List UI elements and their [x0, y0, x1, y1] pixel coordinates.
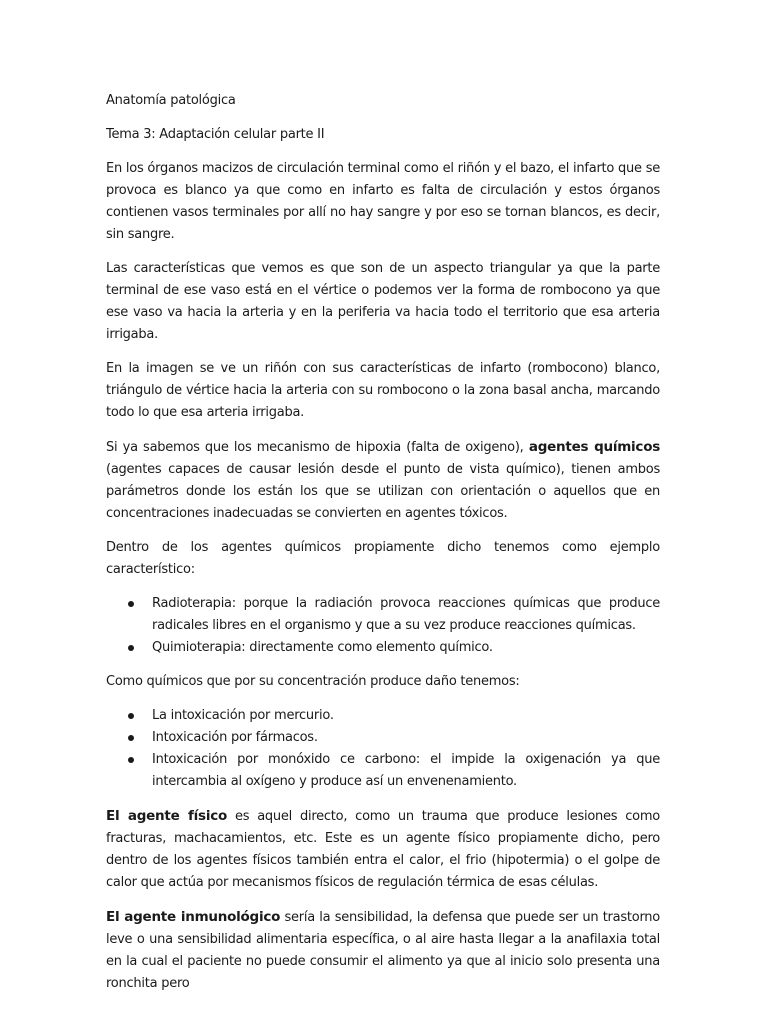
paragraph-text: (agentes capaces de causar lesión desde el punto de vista químico), tienen ambos parámetros donde los están los que se utilizan con orientación o aquellos que en concentraciones inadecuadas se convierten en agentes tóxicos.: [106, 462, 660, 521]
list-item: [106, 749, 660, 793]
bullet-list-intoxicaciones: [106, 705, 660, 793]
document-title: Anatomía patológica: [106, 93, 236, 108]
bold-term-agente-fisico: El agente físico: [106, 808, 227, 824]
bold-term-agente-inmunologico: El agente inmunológico: [106, 909, 281, 925]
paragraph-text: Si ya sabemos que los mecanismo de hipoxia (falta de oxigeno),: [106, 440, 529, 455]
paragraph-caracteristicas: Las características que vemos es que son de un aspecto triangular ya que la parte terminal de ese vaso está en el vértice o podemos ver la forma de rombocono ya que ese vaso va hacia la arteria y en la periferia va hacia todo el territorio que esa arteria irrigaba.: [106, 261, 660, 342]
list-item-text: Intoxicación por monóxido ce carbono: el impide la oxigenación ya que intercambia al oxígeno y produce así un envenenamiento.: [152, 752, 660, 789]
bullet-icon: [128, 645, 134, 651]
bullet-icon: [128, 735, 134, 741]
list-item-text: Quimioterapia: directamente como elemento químico.: [152, 640, 493, 655]
bullet-icon: [128, 713, 134, 719]
paragraph-infarto-blanco: En los órganos macizos de circulación terminal como el riñón y el bazo, el infarto que se provoca es blanco ya que como en infarto es falta de circulación y estos órganos contienen vasos terminales por allí no hay sangre y por eso se tornan blancos, es decir, sin sangre.: [106, 161, 660, 242]
document-subtitle: Tema 3: Adaptación celular parte II: [106, 127, 325, 142]
bullet-icon: [128, 757, 134, 763]
paragraph-text: sería la sensibilidad, la defensa que puede ser un trastorno leve o una sensibilidad alimentaria específica, o al aire hasta llegar a la anafilaxia total en la cual el paciente no puede consumir el alimento ya que al inicio solo presenta una ronchita pero: [106, 910, 661, 991]
list-item-text: La intoxicación por mercurio.: [152, 708, 334, 723]
bullet-list-agentes-quimicos: [106, 593, 660, 659]
bullet-icon: [128, 601, 134, 607]
list-item: [106, 727, 660, 749]
paragraph-ejemplos-intro: Dentro de los agentes químicos propiamente dicho tenemos como ejemplo característico:: [106, 540, 660, 577]
list-item: [106, 593, 660, 637]
document-page: [106, 90, 660, 1007]
paragraph-text: es aquel directo, como un trauma que produce lesiones como fracturas, machacamientos, etc. Este es un agente físico propiamente dicho, pero dentro de los agentes físicos también entra el calor, el frio (hipotermia) o el golpe de calor que actúa por mecanismos físicos de regulación térmica de esas células.: [106, 809, 660, 890]
paragraph-agentes-quimicos: [106, 436, 660, 525]
list-item-text: Intoxicación por fármacos.: [152, 730, 318, 745]
list-item-text: Radioterapia: porque la radiación provoca reacciones químicas que produce radicales libres en el organismo y que a su vez produce reacciones químicas.: [152, 596, 660, 633]
bold-term-agentes-quimicos: agentes químicos: [528, 439, 660, 455]
paragraph-agente-inmunologico: [106, 906, 660, 995]
list-item: [106, 637, 660, 659]
paragraph-agente-fisico: [106, 805, 660, 894]
paragraph-concentracion-intro: Como químicos que por su concentración produce daño tenemos:: [106, 674, 520, 689]
list-item: [106, 705, 660, 727]
paragraph-imagen-rinon: En la imagen se ve un riñón con sus características de infarto (rombocono) blanco, triángulo de vértice hacia la arteria con su rombocono o la zona basal ancha, marcando todo lo que esa arteria irrigaba.: [106, 361, 660, 420]
